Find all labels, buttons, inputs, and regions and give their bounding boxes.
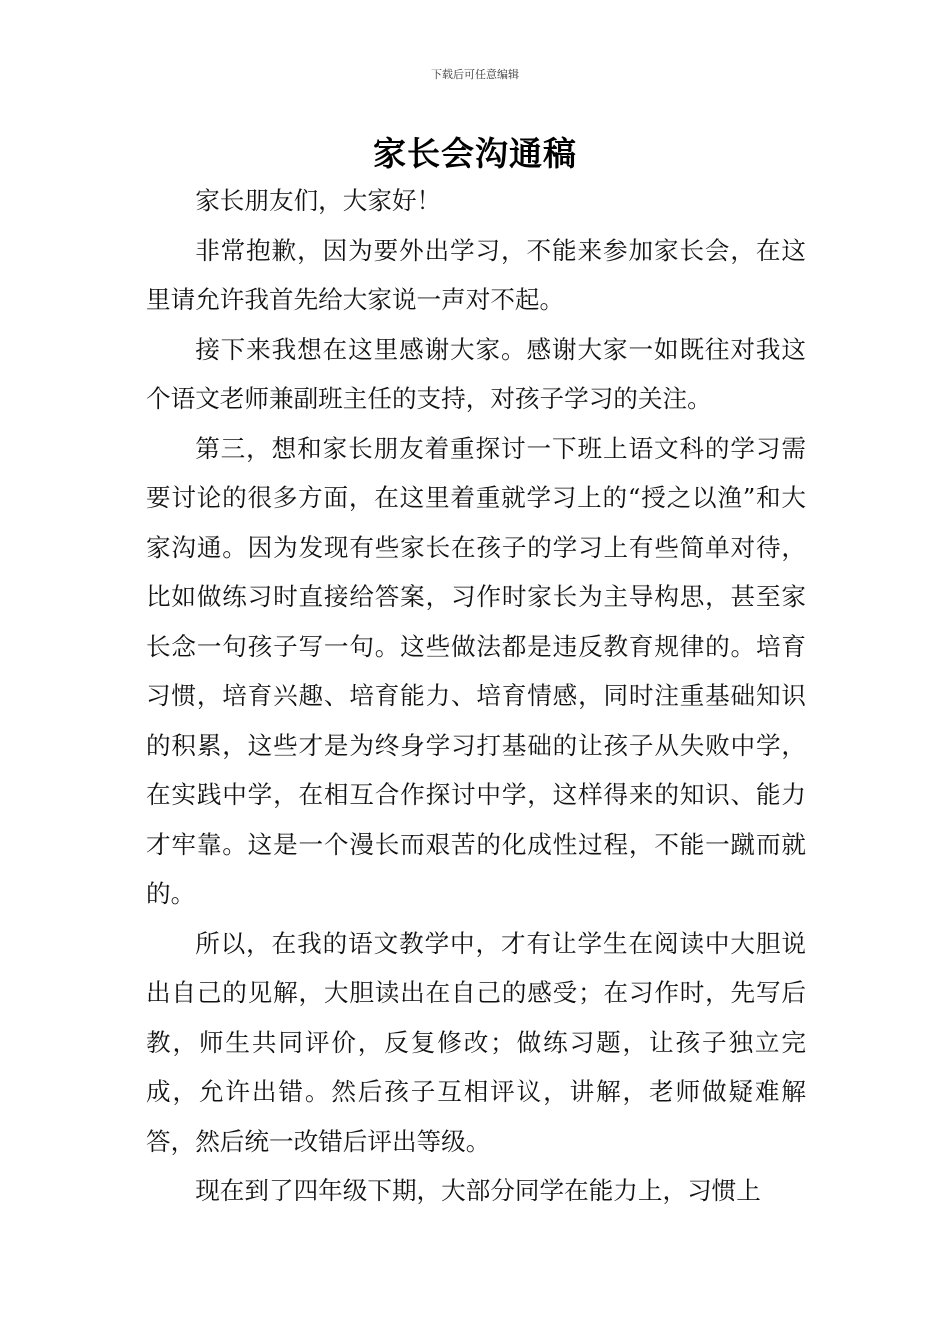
paragraph-teaching: 所以，在我的语文教学中，才有让学生在阅读中大胆说出自己的见解，大胆读出在自己的感受；在习作时，先写后教，师生共同评价，反复修改；做练习题，让孩子独立完成，允许出错。然后孩子互相评议，讲解，老师做疑难解答，然后统一改错后评出等级。 bbox=[146, 928, 806, 1156]
document-body bbox=[146, 176, 806, 1216]
paragraph-greeting: 家长朋友们，大家好！ bbox=[195, 186, 442, 215]
paragraph-current: 现在到了四年级下期，大部分同学在能力上，习惯上 bbox=[195, 1176, 761, 1205]
paragraph-thanks: 接下来我想在这里感谢大家。感谢大家一如既往对我这个语文老师兼副班主任的支持，对孩子学习的关注。 bbox=[146, 334, 806, 413]
header-note: 下载后可任意编辑 bbox=[431, 68, 519, 81]
document-title: 家长会沟通稿 bbox=[373, 134, 577, 173]
paragraph-discussion: 第三，想和家长朋友着重探讨一下班上语文科的学习需要讨论的很多方面，在这里着重就学习上的“授之以渔”和大家沟通。因为发现有些家长在孩子的学习上有些简单对待，比如做练习时直接给答案，习作时家长为主导构思，甚至家长念一句孩子写一句。这些做法都是违反教育规律的。培育习惯，培育兴趣、培育能力、培育情感，同时注重基础知识的积累，这些才是为终身学习打基础的让孩子从失败中学，在实践中学，在相互合作探讨中学，这样得来的知识、能力才牢靠。这是一个漫长而艰苦的化成性过程，不能一蹴而就的。 bbox=[146, 433, 806, 908]
paragraph-apology: 非常抱歉，因为要外出学习，不能来参加家长会，在这里请允许我首先给大家说一声对不起。 bbox=[146, 235, 806, 314]
